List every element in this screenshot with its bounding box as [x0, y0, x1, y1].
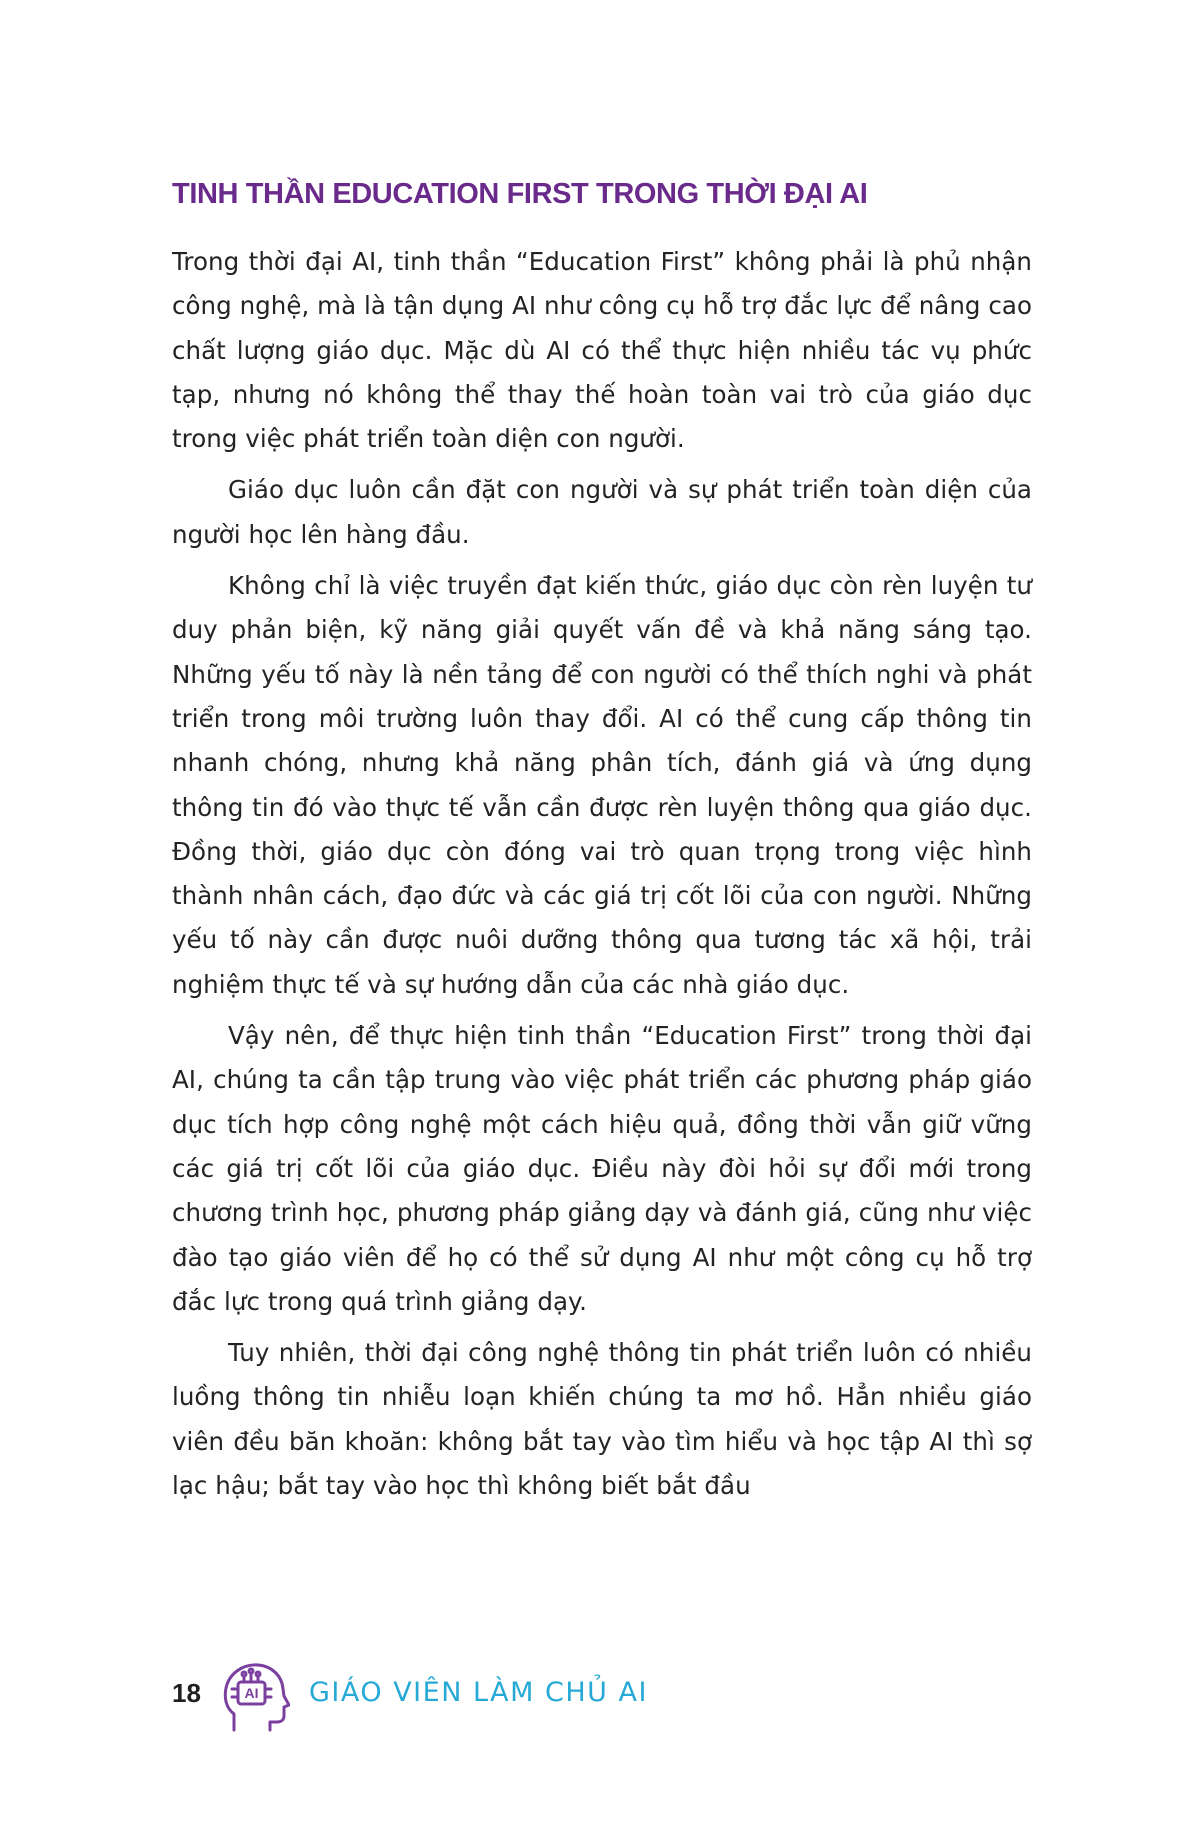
book-title: GIÁO VIÊN LÀM CHỦ AI	[309, 1677, 648, 1708]
paragraph: Giáo dục luôn cần đặt con người và sự phát triển toàn diện của người học lên hàng đầu.	[172, 475, 1032, 549]
logo-label: AI	[244, 1685, 259, 1701]
paragraph: Tuy nhiên, thời đại công nghệ thông tin phát triển luôn có nhiều luồng thông tin nhiễu loạn khiến chúng ta mơ hồ. Hẳn nhiều giáo viên đều băn khoăn: không bắt tay vào tìm hiểu và học tập AI thì sợ lạc hậu; bắt tay vào học thì không biết bắt đầu	[172, 1338, 1032, 1501]
body-text	[172, 240, 1032, 1515]
paragraph: Không chỉ là việc truyền đạt kiến thức, giáo dục còn rèn luyện tư duy phản biện, kỹ năng giải quyết vấn đề và khả năng sáng tạo. Những yếu tố này là nền tảng để con người có thể thích nghi và phát triển trong môi trường luôn thay đổi. AI có thể cung cấp thông tin nhanh chóng, nhưng khả năng phân tích, đánh giá và ứng dụng thông tin đó vào thực tế vẫn cần được rèn luyện thông qua giáo dục. Đồng thời, giáo dục còn đóng vai trò quan trọng trong việc hình thành nhân cách, đạo đức và các giá trị cốt lõi của con người. Những yếu tố này cần được nuôi dưỡng thông qua tương tác xã hội, trải nghiệm thực tế và sự hướng dẫn của các nhà giáo dục.	[172, 571, 1032, 999]
paragraph: Trong thời đại AI, tinh thần “Education First” không phải là phủ nhận công nghệ, mà là tận dụng AI như công cụ hỗ trợ đắc lực để nâng cao chất lượng giáo dục. Mặc dù AI có thể thực hiện nhiều tác vụ phức tạp, nhưng nó không thể thay thế hoàn toàn vai trò của giáo dục trong việc phát triển toàn diện con người.	[172, 247, 1032, 454]
page-number: 18	[172, 1678, 201, 1708]
ai-head-icon	[220, 1656, 290, 1736]
paragraph: Vậy nên, để thực hiện tinh thần “Education First” trong thời đại AI, chúng ta cần tập trung vào việc phát triển các phương pháp giáo dục tích hợp công nghệ một cách hiệu quả, đồng thời vẫn giữ vững các giá trị cốt lõi của giáo dục. Điều này đòi hỏi sự đổi mới trong chương trình học, phương pháp giảng dạy và đánh giá, cũng như việc đào tạo giáo viên để họ có thể sử dụng AI như một công cụ hỗ trợ đắc lực trong quá trình giảng dạy.	[172, 1021, 1032, 1316]
section-heading: TINH THẦN EDUCATION FIRST TRONG THỜI ĐẠI AI	[172, 178, 868, 210]
page-footer	[172, 1656, 872, 1736]
